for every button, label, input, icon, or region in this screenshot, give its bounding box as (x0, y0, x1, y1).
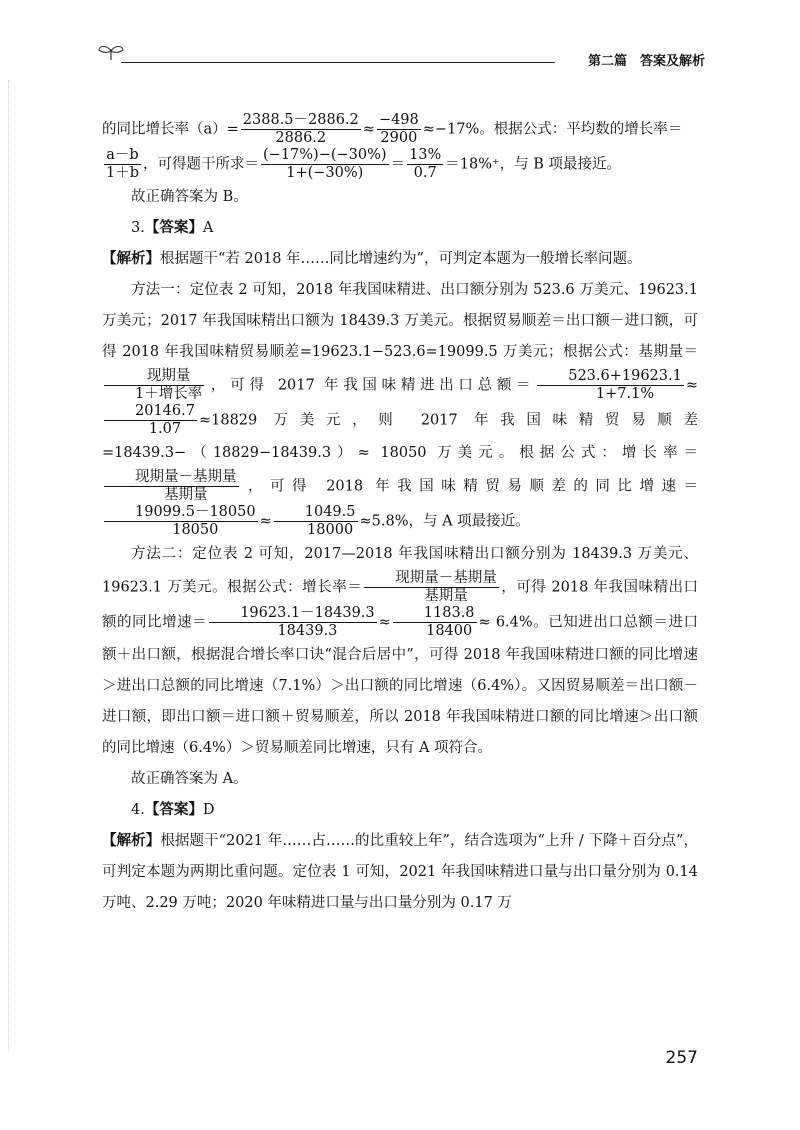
answer-value: D (202, 802, 215, 818)
fraction (104, 147, 141, 182)
main-content (102, 112, 698, 919)
fraction (209, 605, 376, 640)
denominator: 18000 (307, 522, 354, 538)
fraction (241, 112, 361, 147)
denominator: 2900 (380, 130, 418, 146)
method-1 (102, 275, 698, 539)
numerator: 19623.1－18439.3 (209, 605, 376, 623)
fraction (364, 570, 499, 605)
numerator: (−17%)−(−30%) (263, 147, 387, 163)
text: 方法一：定位表 2 可知，2018 年我国味精进、出口额分别为 523.6 万美元、19623.1 万美元；2017 年我国味精出口额为 18439.3 万美元。根据贸易顺差＝出口额－进口额，可得 2018 年我国味精贸易顺差=19623.1−523.6=19099.5 万美元；根据公式：基期量＝ (102, 282, 698, 360)
question-3-answer (102, 213, 698, 244)
text: ≈5.8%，与 A 项最接近。 (359, 513, 530, 530)
denominator: 1+(−30%) (286, 165, 364, 181)
line-1 (102, 112, 698, 147)
text: ≈ (378, 614, 391, 631)
fraction (104, 368, 204, 403)
numerator: a－b (104, 147, 141, 165)
text: ≈−17%。根据公式：平均数的增长率＝ (422, 121, 683, 138)
numerator: 13% (409, 147, 442, 163)
denominator: 1+7.1% (595, 386, 655, 402)
text: 的同比增长率（a）= (102, 121, 239, 138)
method-2 (102, 539, 698, 764)
page-edge-dots (8, 80, 9, 1050)
analysis-text: 根据题干“2021 年……占……的比重较上年”，结合选项为“上升 / 下降＋百分点”，可判定本题为两期比重问题。定位表 1 可知，2021 年我国味精进口量与出口量分别为 0.14 万吨、2.29 万吨；2020 年味精进口量与出口量分别为 0.17 万 (102, 833, 699, 911)
denominator: 2886.2 (275, 130, 327, 146)
numerator: 现期量 (104, 368, 204, 386)
answer-label: 【答案】 (144, 802, 203, 818)
denominator: 0.7 (413, 165, 437, 181)
numerator: −498 (378, 112, 419, 128)
denominator: 18050 (172, 522, 219, 538)
numerator: 现期量－基期量 (364, 570, 499, 588)
numerator: 20146.7 (104, 403, 197, 421)
analysis-label: 【解析】 (102, 833, 161, 849)
analysis-4 (102, 826, 698, 919)
text: 方法二：定位表 2 可知，2017—2018 年我国味精出口额分别为 18439.3 万美元、19623.1 万美元。根据公式：增长率＝ (102, 546, 698, 596)
analysis-3 (102, 244, 698, 275)
fraction (393, 605, 477, 640)
fraction (537, 368, 684, 403)
page-number: 257 (665, 1048, 698, 1068)
fraction (274, 504, 358, 539)
line-2 (102, 147, 698, 182)
answer-line-3: 故正确答案为 A。 (131, 771, 248, 787)
fraction (104, 403, 197, 438)
text: ≈ (362, 121, 375, 138)
analysis-text: 根据题干“若 2018 年……同比增速约为”，可判定本题为一般增长率问题。 (160, 251, 642, 267)
numerator: 现期量－基期量 (104, 469, 239, 487)
text: ＝18%⁺，与 B 项最接近。 (445, 156, 622, 173)
fraction (377, 112, 421, 147)
fraction (261, 147, 389, 182)
answer-line-2: 故正确答案为 B。 (131, 189, 248, 205)
denominator: 1＋b (106, 165, 140, 181)
text: ≈18829 万美元，则 2017 年我国味精贸易顺差 =18439.3−（18829−18439.3）≈ 18050 万美元。根据公式：增长率＝ (102, 412, 698, 461)
fraction (104, 504, 258, 539)
numerator: 1183.8 (393, 605, 477, 623)
answer-value: A (202, 220, 214, 236)
numerator: 523.6+19623.1 (537, 368, 684, 386)
fraction (104, 469, 239, 504)
text: ≈ (259, 513, 272, 530)
text: ，可得 2018 年我国味精出口额的同比增速＝ (102, 579, 698, 631)
text: ，可得 2017 年我国味精进出口总额＝ (206, 377, 536, 394)
question-4-answer (102, 795, 698, 826)
question-number: 3. (131, 220, 145, 236)
numerator: 19099.5－18050 (104, 504, 258, 522)
text: ≈ 6.4%。已知进出口总额＝进口额＋出口额，根据混合增长率口诀“混合后居中”，可得 2018 年我国味精进口额的同比增速＞进出口总额的同比增速（7.1%）＞出口额的同比增速（6.4%）。又因贸易顺差＝出口额－进口额，即出口额＝进口额＋贸易顺差，所以 2018 年我国味精进口额的同比增速＞出口额的同比增速（6.4%）＞贸易顺差同比增速，只有 A 项符合。 (102, 614, 698, 756)
text: ＝ (390, 156, 406, 173)
denominator: 1.07 (148, 421, 182, 437)
analysis-label: 【解析】 (102, 251, 160, 267)
denominator: 1＋增长率 (135, 386, 203, 402)
denominator: 18400 (426, 623, 473, 639)
denominator: 基期量 (164, 487, 208, 503)
fraction (407, 147, 443, 182)
numerator: 2388.5－2886.2 (242, 112, 359, 128)
section-title: 第二篇 答案及解析 (587, 54, 705, 69)
text: ≈ (685, 377, 698, 394)
numerator: 1049.5 (274, 504, 358, 522)
denominator: 基期量 (424, 588, 468, 604)
question-number: 4. (131, 802, 145, 818)
sprout-icon (97, 42, 125, 62)
denominator: 18439.3 (277, 623, 338, 639)
text: ，可得题干所求＝ (143, 156, 260, 173)
running-header (95, 40, 705, 76)
text: ，可得 2018 年我国味精贸易顺差的同比增速＝ (240, 478, 698, 495)
answer-label: 【答案】 (144, 220, 203, 236)
header-rule (121, 62, 555, 63)
